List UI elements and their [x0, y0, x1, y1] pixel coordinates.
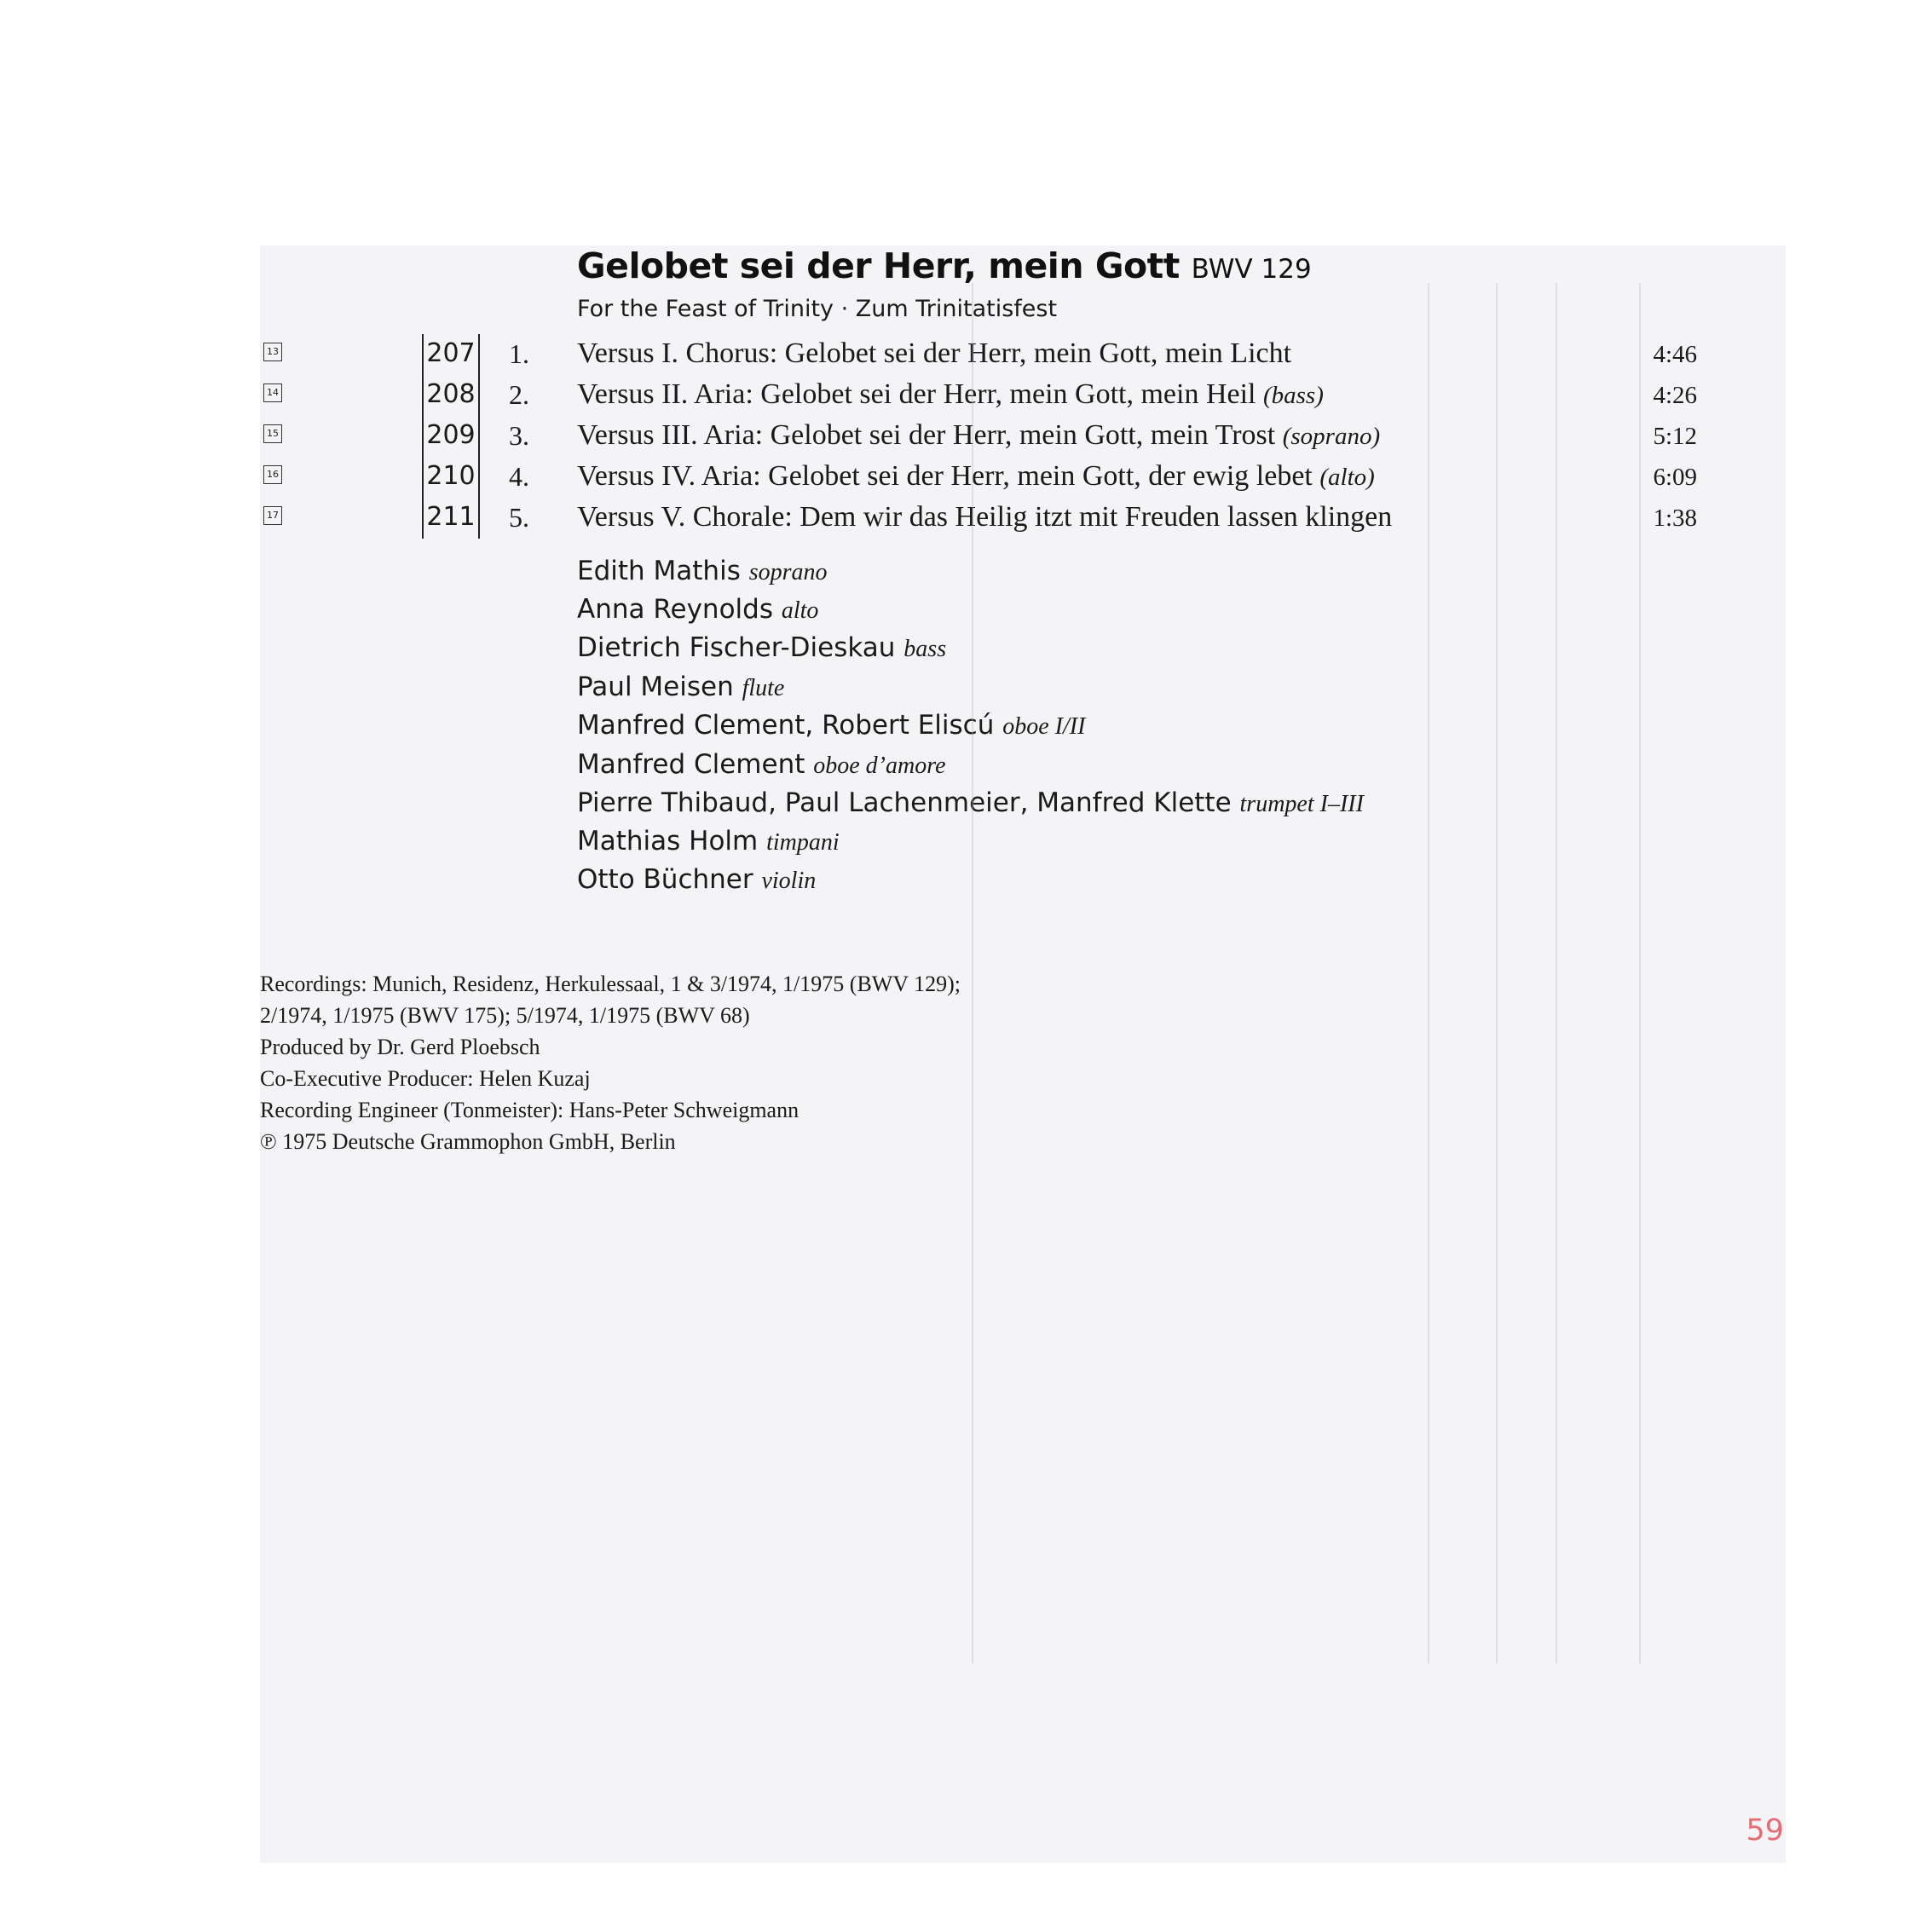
movement-number: 3.: [509, 420, 529, 451]
performer-name: Manfred Clement, Robert Eliscú: [577, 710, 995, 741]
booklet-page: [260, 245, 1786, 1863]
voice-label: (alto): [1319, 464, 1375, 491]
credit-line: Co-Executive Producer: Helen Kuzaj: [260, 1066, 591, 1091]
bwv-number: BWV 129: [1191, 254, 1312, 285]
cd-track-number: 17: [263, 506, 282, 525]
duration: 5:12: [1653, 423, 1697, 450]
movement-title-text: Versus II. Aria: Gelobet sei der Herr, mein Gott, mein Heil: [577, 378, 1256, 410]
credit-line: ℗ 1975 Deutsche Grammophon GmbH, Berlin: [260, 1129, 676, 1154]
credit-line: Recording Engineer (Tonmeister): Hans-Peter Schweigmann: [260, 1098, 800, 1122]
performer-name: Manfred Clement: [577, 749, 805, 780]
performer-role: oboe I/II: [1002, 713, 1086, 740]
lp-track-number: 211: [422, 498, 480, 539]
movement-title: [577, 375, 1324, 415]
voice-label: (soprano): [1282, 423, 1381, 450]
credit-line: Produced by Dr. Gerd Ploebsch: [260, 1035, 540, 1059]
performer: [577, 594, 818, 633]
voice-label: (bass): [1262, 382, 1324, 409]
performer: [577, 632, 946, 672]
credit-line: 2/1974, 1/1975 (BWV 175); 5/1974, 1/1975 (BWV 68): [260, 1003, 750, 1028]
performer: [577, 710, 1085, 749]
work-title-text: Gelobet sei der Herr, mein Gott: [577, 245, 1180, 286]
performer-name: Mathias Holm: [577, 826, 759, 856]
movement-number: 2.: [509, 379, 529, 410]
performer: [577, 749, 946, 788]
work-subtitle: For the Feast of Trinity · Zum Trinitatisfest: [577, 296, 1058, 322]
movement-title-text: Versus V. Chorale: Dem wir das Heilig itzt mit Freuden lassen klingen: [577, 501, 1393, 533]
performer-name: Dietrich Fischer-Dieskau: [577, 632, 896, 663]
cd-track-number: 15: [263, 424, 282, 443]
cd-track-number: 13: [263, 343, 282, 361]
cd-track-number: 14: [263, 384, 282, 402]
movement-title: [577, 498, 1392, 538]
lp-track-number: 208: [422, 375, 480, 416]
performer-role: oboe d’amore: [813, 753, 946, 779]
performer-role: flute: [742, 675, 785, 701]
duration: 4:26: [1653, 382, 1697, 409]
movement-number: 5.: [509, 502, 529, 533]
movement-title-text: Versus III. Aria: Gelobet sei der Herr, mein Gott, mein Trost: [577, 419, 1276, 451]
credit-line: Recordings: Munich, Residenz, Herkulessaal, 1 & 3/1974, 1/1975 (BWV 129);: [260, 972, 961, 996]
lp-track-number: 207: [422, 334, 480, 375]
performer: [577, 672, 784, 711]
performer: [577, 556, 828, 595]
performer: [577, 787, 1364, 827]
movement-title: [577, 334, 1291, 374]
movement-number: 4.: [509, 461, 529, 492]
performer-name: Pierre Thibaud, Paul Lachenmeier, Manfred Klette: [577, 787, 1232, 818]
movement-title-text: Versus IV. Aria: Gelobet sei der Herr, mein Gott, der ewig lebet: [577, 460, 1313, 492]
performer: [577, 826, 840, 865]
performer-role: bass: [903, 636, 947, 662]
performer-name: Anna Reynolds: [577, 594, 773, 625]
performer-name: Otto Büchner: [577, 864, 753, 895]
performer-role: alto: [781, 597, 819, 624]
performer-role: trumpet I–III: [1239, 791, 1364, 817]
duration: 4:46: [1653, 341, 1697, 368]
movement-title: [577, 457, 1375, 497]
movement-title: [577, 416, 1380, 456]
movement-title-text: Versus I. Chorus: Gelobet sei der Herr, mein Gott, mein Licht: [577, 337, 1292, 369]
performer-role: soprano: [748, 559, 828, 585]
cd-track-number: 16: [263, 465, 282, 484]
lp-track-number: 209: [422, 416, 480, 457]
performer-role: timpani: [766, 829, 840, 856]
performer-name: Paul Meisen: [577, 672, 734, 702]
duration: 1:38: [1653, 505, 1697, 532]
lp-track-number: 210: [422, 457, 480, 498]
work-title: [577, 245, 1312, 286]
page-number: 59: [1746, 1814, 1784, 1848]
performer-name: Edith Mathis: [577, 556, 741, 586]
movement-number: 1.: [509, 338, 529, 369]
duration: 6:09: [1653, 464, 1697, 491]
performer-role: violin: [761, 868, 817, 894]
performer: [577, 864, 816, 903]
